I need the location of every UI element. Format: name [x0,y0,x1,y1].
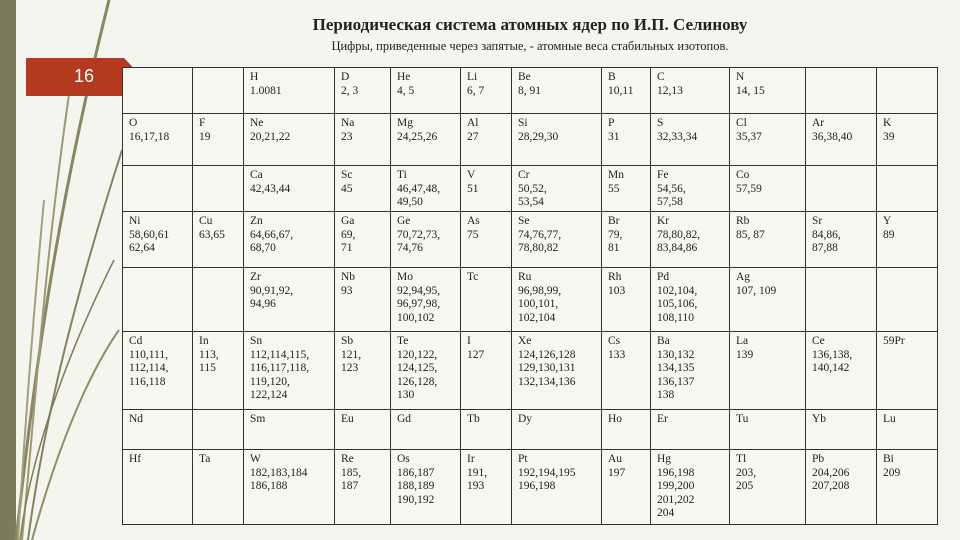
isotope-masses: 79, 81 [608,228,623,254]
isotope-masses: 139 [736,348,754,361]
table-body [123,68,938,525]
element-symbol: Ir [467,453,475,465]
element-cell [602,68,651,114]
isotope-masses: 92,94,95, 96,97,98, 100,102 [397,284,441,324]
element-symbol: Os [397,453,410,465]
element-cell [193,68,244,114]
isotope-masses: 196,198 199,200 201,202 204 [657,466,695,519]
isotope-masses: 55 [608,182,620,195]
element-symbol: Er [657,413,668,425]
element-cell [806,68,877,114]
element-cell [123,212,193,268]
element-cell [461,68,512,114]
isotope-masses: 96,98,99, 100,101, 102,104 [518,284,562,324]
element-cell [806,450,877,525]
isotope-masses: 12,13 [657,84,683,97]
element-cell [512,212,602,268]
element-symbol: Sn [250,335,263,347]
element-cell [335,212,391,268]
element-cell [123,450,193,525]
element-cell [461,450,512,525]
element-symbol: D [341,71,350,83]
element-cell [806,410,877,450]
isotope-masses: 107, 109 [736,284,777,297]
element-symbol: Hg [657,453,672,465]
element-symbol: Pt [518,453,528,465]
element-symbol: Zr [250,271,261,283]
element-cell [877,410,938,450]
isotope-masses: 186,187 188,189 190,192 [397,466,435,506]
isotope-masses: 85, 87 [736,228,765,241]
isotope-masses: 90,91,92, 94,96 [250,284,294,310]
element-cell [730,68,806,114]
element-symbol: Rh [608,271,622,283]
element-cell [244,268,335,332]
element-symbol: Mn [608,169,624,181]
element-cell [877,268,938,332]
isotope-masses: 16,17,18 [129,130,170,143]
element-cell [512,68,602,114]
element-cell [123,166,193,212]
element-symbol: Tb [467,413,480,425]
page-title: Периодическая система атомных ядер по И.П. Селинову [312,15,748,34]
element-symbol: Be [518,71,531,83]
element-symbol: Y [883,215,892,227]
element-symbol: Pd [657,271,670,283]
element-symbol: Br [608,215,620,227]
isotope-masses: 133 [608,348,626,361]
isotope-masses: 50,52, 53,54 [518,182,547,208]
isotope-masses: 1.0081 [250,84,282,97]
element-cell [123,332,193,410]
element-symbol: F [199,117,206,129]
element-cell [193,268,244,332]
element-cell [123,68,193,114]
table-row [123,410,938,450]
slide-number: 16 [74,66,95,86]
element-cell [461,114,512,166]
element-symbol: Te [397,335,409,347]
element-symbol: Dy [518,413,533,425]
element-symbol: Mg [397,117,413,129]
element-cell [877,332,938,410]
isotope-masses: 24,25,26 [397,130,438,143]
element-symbol: Cr [518,169,530,181]
element-cell [651,68,730,114]
isotope-masses: 120,122, 124,125, 126,128, 130 [397,348,438,401]
element-cell [461,268,512,332]
element-cell [730,332,806,410]
isotope-masses: 203, 205 [736,466,757,492]
isotope-masses: 192,194,195 196,198 [518,466,576,492]
element-symbol: C [657,71,665,83]
element-symbol: Tl [736,453,747,465]
isotope-masses: 102,104, 105,106, 108,110 [657,284,698,324]
isotope-masses: 204,206 207,208 [812,466,850,492]
element-cell [244,114,335,166]
isotope-masses: 182,183,184 186,188 [250,466,308,492]
element-cell [193,166,244,212]
element-symbol: Sb [341,335,354,347]
element-symbol: Sr [812,215,823,227]
element-cell [651,166,730,212]
element-symbol: Xe [518,335,532,347]
table-row [123,268,938,332]
element-cell [730,212,806,268]
element-cell [193,114,244,166]
element-cell [391,332,461,410]
element-cell [806,114,877,166]
element-cell [651,268,730,332]
element-symbol: H [250,71,259,83]
element-symbol: Pb [812,453,825,465]
element-symbol: Hf [129,453,142,465]
table-row [123,212,938,268]
element-cell [730,268,806,332]
isotope-masses: 64,66,67, 68,70 [250,228,294,254]
element-symbol: He [397,71,411,83]
element-cell [602,212,651,268]
element-symbol: Zn [250,215,263,227]
element-symbol: Au [608,453,623,465]
isotope-masses: 10,11 [608,84,634,97]
element-symbol: B [608,71,616,83]
element-cell [335,68,391,114]
element-symbol: Kr [657,215,670,227]
isotope-masses: 78,80,82, 83,84,86 [657,228,701,254]
element-cell [651,450,730,525]
element-cell [244,410,335,450]
element-symbol: In [199,335,209,347]
table-row [123,332,938,410]
element-symbol: Cd [129,335,143,347]
element-symbol: La [736,335,749,347]
element-symbol: S [657,117,664,129]
element-symbol: I [467,335,471,347]
element-symbol: Se [518,215,530,227]
element-symbol: Ni [129,215,141,227]
page-subtitle: Цифры, приведенные через запятые, - атомные веса стабильных изотопов. [331,39,729,53]
element-symbol: As [467,215,480,227]
element-cell [806,166,877,212]
isotope-masses: 39 [883,130,895,143]
element-cell [651,212,730,268]
element-symbol: Eu [341,413,354,425]
isotope-masses: 54,56, 57,58 [657,182,686,208]
element-symbol: Ti [397,169,407,181]
element-cell [651,114,730,166]
element-cell [806,268,877,332]
element-cell [877,212,938,268]
isotope-masses: 8, 91 [518,84,541,97]
element-cell [391,410,461,450]
element-cell [602,166,651,212]
isotope-masses: 185, 187 [341,466,362,492]
element-cell [602,410,651,450]
element-symbol: Tu [736,413,749,425]
isotope-masses: 20,21,22 [250,130,291,143]
isotope-masses: 63,65 [199,228,225,241]
element-cell [123,268,193,332]
element-cell [730,114,806,166]
element-symbol: Bi [883,453,894,465]
table-row [123,68,938,114]
element-cell [461,212,512,268]
element-cell [602,450,651,525]
isotope-masses: 89 [883,228,895,241]
element-cell [391,114,461,166]
element-cell [391,268,461,332]
element-cell [877,450,938,525]
element-symbol: N [736,71,745,83]
element-symbol: Ga [341,215,355,227]
isotope-masses: 112,114,115, 116,117,118, 119,120, 122,124 [250,348,310,401]
element-cell [461,332,512,410]
element-cell [244,332,335,410]
element-cell [602,332,651,410]
isotope-masses: 4, 5 [397,84,415,97]
element-symbol: Ce [812,335,825,347]
table-row [123,166,938,212]
isotope-masses: 197 [608,466,626,479]
table-row [123,450,938,525]
element-symbol: Co [736,169,750,181]
element-cell [877,68,938,114]
element-cell [730,450,806,525]
element-cell [391,166,461,212]
isotope-masses: 46,47,48, 49,50 [397,182,441,208]
element-symbol: Nb [341,271,356,283]
element-symbol: Yb [812,413,827,425]
isotope-masses: 191, 193 [467,466,488,492]
element-cell [877,166,938,212]
isotope-masses: 70,72,73, 74,76 [397,228,441,254]
element-cell [806,212,877,268]
element-symbol: K [883,117,892,129]
element-cell [193,332,244,410]
element-symbol: P [608,117,615,129]
isotope-masses: 130,132 134,135 136,137 138 [657,348,695,401]
element-symbol: Ho [608,413,623,425]
isotope-masses: 209 [883,466,901,479]
element-cell [730,410,806,450]
element-cell [335,268,391,332]
element-symbol: Cl [736,117,747,129]
element-symbol: Tc [467,271,479,283]
element-cell [193,212,244,268]
element-symbol: O [129,117,138,129]
element-cell [391,212,461,268]
element-cell [651,332,730,410]
element-cell [512,450,602,525]
element-symbol: Rb [736,215,750,227]
element-cell [602,268,651,332]
isotope-masses: 84,86, 87,88 [812,228,841,254]
isotope-masses: 136,138, 140,142 [812,348,853,374]
element-cell [335,332,391,410]
isotope-masses: 103 [608,284,626,297]
element-cell [806,332,877,410]
element-symbol: Sm [250,413,266,425]
element-symbol: Ag [736,271,751,283]
element-cell [602,114,651,166]
element-symbol: Cu [199,215,213,227]
isotope-masses: 6, 7 [467,84,485,97]
periodic-table [122,67,938,525]
element-cell [512,268,602,332]
element-cell [335,450,391,525]
element-cell [335,410,391,450]
element-symbol: Na [341,117,355,129]
element-symbol: Cs [608,335,621,347]
element-cell [730,166,806,212]
element-symbol: 59Pr [883,335,905,347]
isotope-masses: 121, 123 [341,348,362,374]
isotope-masses: 27 [467,130,479,143]
element-cell [512,332,602,410]
element-symbol: Ar [812,117,825,129]
element-symbol: Nd [129,413,144,425]
element-symbol: Ne [250,117,264,129]
element-symbol: Ta [199,453,211,465]
element-cell [123,114,193,166]
isotope-masses: 127 [467,348,485,361]
isotope-masses: 31 [608,130,620,143]
isotope-masses: 110,111, 112,114, 116,118 [129,348,169,388]
isotope-masses: 35,37 [736,130,762,143]
element-cell [651,410,730,450]
element-symbol: Fe [657,169,669,181]
element-symbol: Lu [883,413,896,425]
isotope-masses: 57,59 [736,182,762,195]
element-cell [512,410,602,450]
element-cell [391,68,461,114]
element-cell [461,410,512,450]
isotope-masses: 23 [341,130,353,143]
element-cell [193,410,244,450]
element-symbol: Ca [250,169,263,181]
element-cell [512,114,602,166]
isotope-masses: 93 [341,284,353,297]
element-cell [461,166,512,212]
isotope-masses: 42,43,44 [250,182,291,195]
element-cell [335,166,391,212]
isotope-masses: 36,38,40 [812,130,853,143]
isotope-masses: 58,60,61 62,64 [129,228,170,254]
element-cell [391,450,461,525]
element-symbol: Gd [397,413,412,425]
isotope-masses: 113, 115 [199,348,219,374]
element-symbol: Re [341,453,354,465]
element-symbol: Mo [397,271,413,283]
isotope-masses: 75 [467,228,479,241]
element-symbol: Ba [657,335,670,347]
element-cell [512,166,602,212]
isotope-masses: 19 [199,130,211,143]
isotope-masses: 124,126,128 129,130,131 132,134,136 [518,348,576,388]
element-symbol: Ge [397,215,411,227]
element-symbol: Sc [341,169,353,181]
isotope-masses: 51 [467,182,479,195]
isotope-masses: 14, 15 [736,84,765,97]
element-cell [877,114,938,166]
element-symbol: Ru [518,271,532,283]
element-cell [123,410,193,450]
element-cell [193,450,244,525]
element-symbol: Al [467,117,479,129]
element-cell [335,114,391,166]
isotope-masses: 32,33,34 [657,130,698,143]
element-cell [244,166,335,212]
element-symbol: Li [467,71,478,83]
element-cell [244,450,335,525]
isotope-masses: 2, 3 [341,84,359,97]
isotope-masses: 28,29,30 [518,130,559,143]
table-row [123,114,938,166]
isotope-masses: 69, 71 [341,228,356,254]
element-symbol: W [250,453,261,465]
isotope-masses: 45 [341,182,353,195]
element-symbol: V [467,169,476,181]
isotope-masses: 74,76,77, 78,80,82 [518,228,562,254]
element-symbol: Si [518,117,528,129]
element-cell [244,68,335,114]
element-cell [244,212,335,268]
